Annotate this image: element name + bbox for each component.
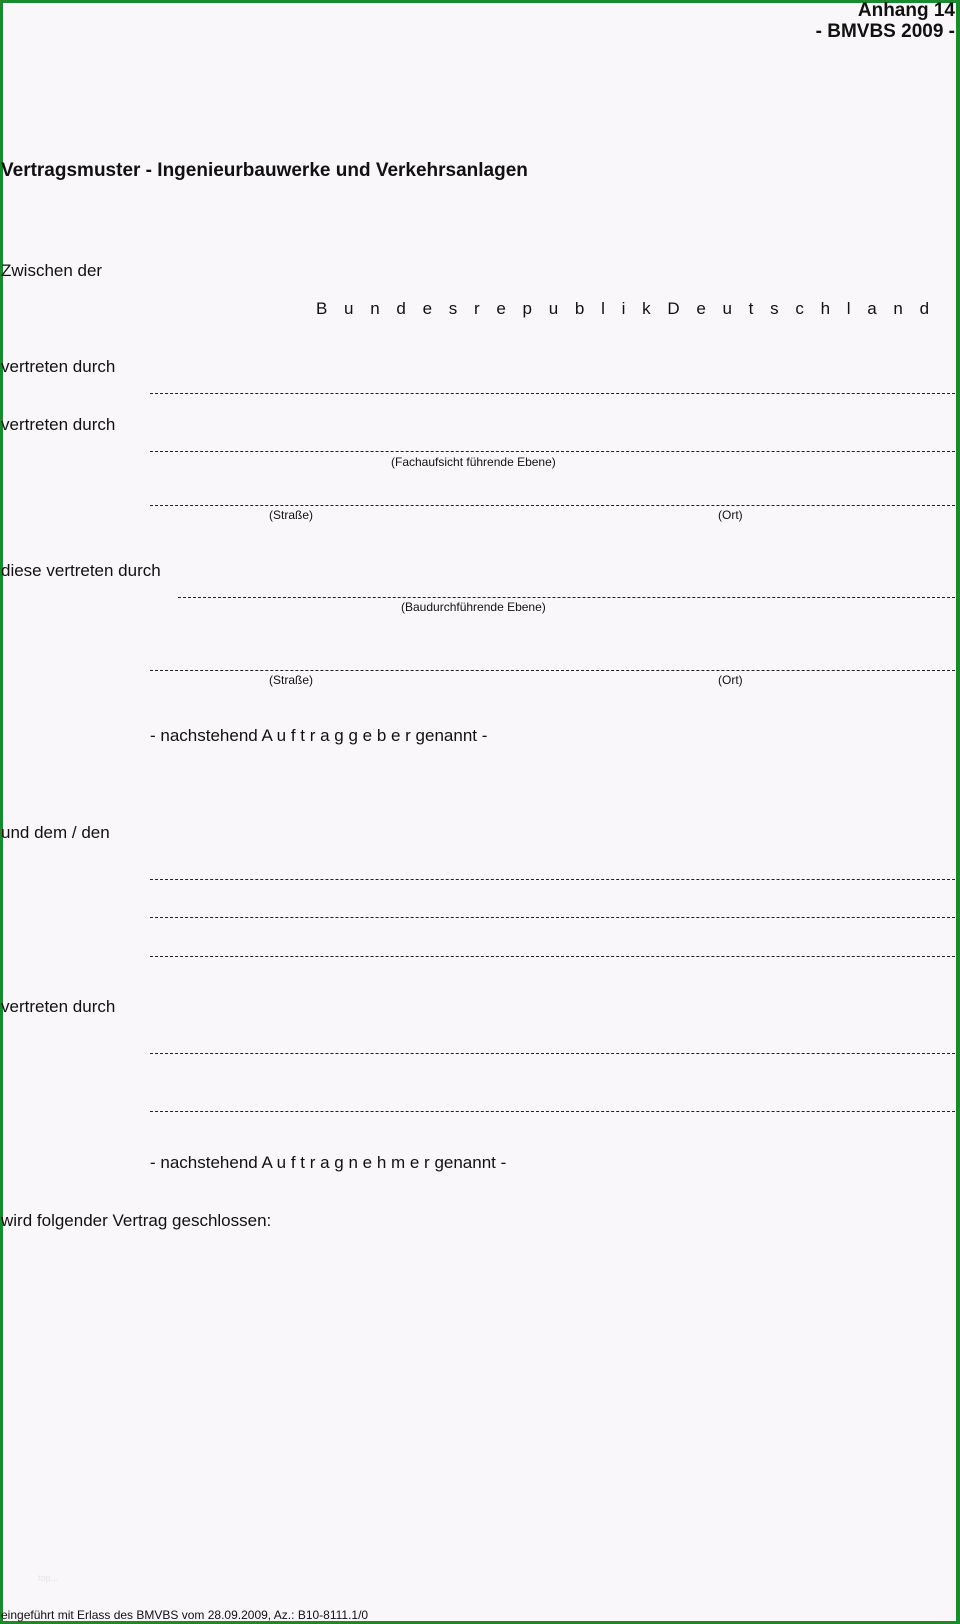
city-caption-1: (Ort) xyxy=(718,508,743,522)
supervision-caption: (Fachaufsicht führende Ebene) xyxy=(391,455,556,469)
watermark: top... xyxy=(38,1573,59,1583)
appendix-label: Anhang 14 xyxy=(857,0,955,21)
fill-line-3 xyxy=(150,505,955,506)
named-client-text: - nachstehend A u f t r a g g e b e r genannt - xyxy=(150,726,488,745)
fill-line-2 xyxy=(150,451,955,452)
issuer-label: - BMVBS 2009 - xyxy=(815,21,955,42)
intro-text: Zwischen der xyxy=(1,261,103,280)
street-caption-2: (Straße) xyxy=(269,673,314,687)
represented-by-label-2: vertreten durch xyxy=(1,415,116,434)
footer-note: eingeführt mit Erlass des BMVBS vom 28.09.2009, Az.: B10-8111.1/0 xyxy=(1,1608,369,1622)
named-contractor-text: - nachstehend A u f t r a g n e h m e r genannt - xyxy=(150,1153,507,1172)
city-caption-2: (Ort) xyxy=(718,673,743,687)
and-the-label: und dem / den xyxy=(1,823,110,842)
fill-line-9 xyxy=(150,1053,955,1054)
closing-text: wird folgender Vertrag geschlossen: xyxy=(1,1211,272,1230)
construction-caption: (Baudurchführende Ebene) xyxy=(401,600,546,614)
document-title: Vertragsmuster - Ingenieurbauwerke und Verkehrsanlagen xyxy=(1,160,528,181)
street-caption-1: (Straße) xyxy=(269,508,314,522)
fill-line-7 xyxy=(150,917,955,918)
fill-line-1 xyxy=(150,393,955,394)
fill-line-5 xyxy=(150,670,955,671)
fill-line-6 xyxy=(150,879,955,880)
party-name: B u n d e s r e p u b l i k D e u t s c h l a n d xyxy=(316,299,936,318)
contractor-represented-by-label: vertreten durch xyxy=(1,997,116,1016)
fill-line-10 xyxy=(150,1111,955,1112)
represented-by-label-1: vertreten durch xyxy=(1,357,116,376)
fill-line-8 xyxy=(150,956,955,957)
these-represented-by-label: diese vertreten durch xyxy=(1,561,161,580)
fill-line-4 xyxy=(178,597,955,598)
